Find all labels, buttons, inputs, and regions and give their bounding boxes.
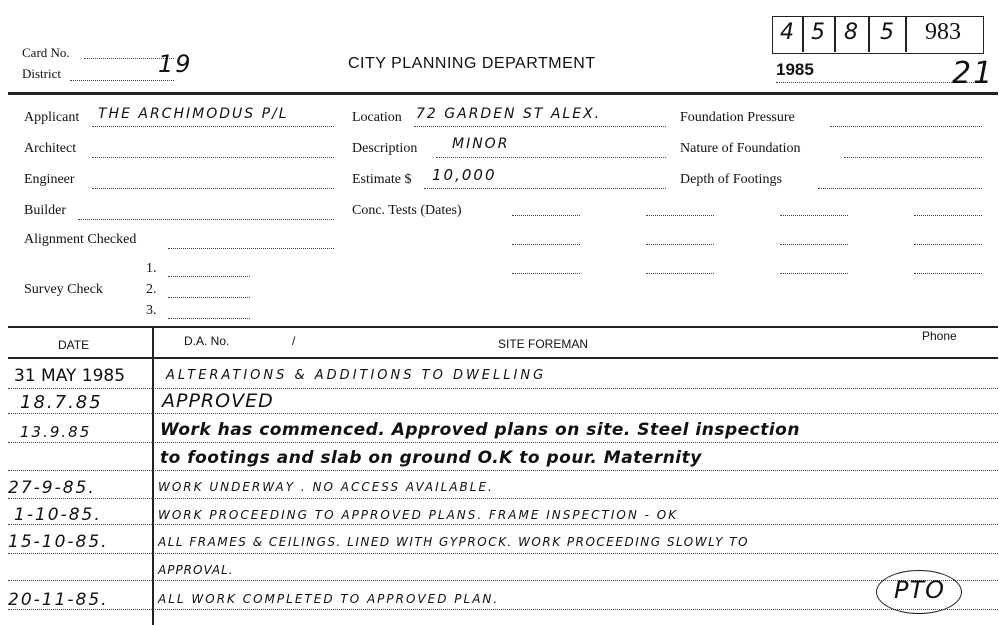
entry-text: to footings and slab on ground O.K to pour. Maternity bbox=[160, 448, 702, 468]
survey-num-3: 3. bbox=[146, 303, 157, 318]
row-rule bbox=[8, 553, 998, 554]
entry-date: 1-10-85. bbox=[14, 505, 102, 525]
estimate-label: Estimate $ bbox=[352, 172, 412, 187]
file-number: 983 bbox=[925, 19, 961, 45]
pto-label: PTO bbox=[894, 576, 946, 604]
conc-line-1b bbox=[646, 215, 714, 216]
col-foreman-header: SITE FOREMAN bbox=[498, 337, 589, 351]
applicant-value: THE ARCHIMODUS P/L bbox=[98, 106, 289, 122]
estimate-line bbox=[424, 188, 666, 189]
entry-date: 31 MAY 1985 bbox=[14, 366, 126, 386]
entry-date: 13.9.85 bbox=[20, 423, 92, 441]
alignment-line bbox=[168, 248, 334, 249]
col-phone-header: Phone bbox=[922, 329, 957, 343]
nature-foundation-line bbox=[844, 157, 982, 158]
entry-text: APPROVAL. bbox=[158, 563, 234, 577]
depth-footings-line bbox=[818, 188, 982, 189]
district-line bbox=[70, 80, 174, 81]
district-label: District bbox=[22, 66, 61, 81]
page-title: CITY PLANNING DEPARTMENT bbox=[348, 55, 596, 72]
survey-line-2 bbox=[168, 297, 250, 298]
location-label: Location bbox=[352, 110, 402, 125]
entry-text: WORK UNDERWAY . NO ACCESS AVAILABLE. bbox=[158, 480, 494, 494]
conc-line-1a bbox=[512, 215, 580, 216]
alignment-label: Alignment Checked bbox=[24, 232, 137, 247]
survey-label: Survey Check bbox=[24, 282, 103, 297]
architect-line bbox=[92, 157, 334, 158]
conc-line-2d bbox=[914, 244, 982, 245]
card-box-divider-4 bbox=[905, 16, 907, 52]
card-digit-2: 5 bbox=[811, 20, 827, 45]
card-digit-1: 4 bbox=[780, 20, 796, 45]
entry-text: ALL WORK COMPLETED TO APPROVED PLAN. bbox=[158, 592, 500, 606]
survey-num-1: 1. bbox=[146, 261, 157, 276]
conc-tests-label: Conc. Tests (Dates) bbox=[352, 203, 462, 218]
survey-line-1 bbox=[168, 276, 250, 277]
entry-text: Work has commenced. Approved plans on site. Steel inspection bbox=[160, 420, 800, 440]
entry-text: WORK PROCEEDING TO APPROVED PLANS. FRAME INSPECTION - OK bbox=[158, 508, 679, 522]
location-line bbox=[414, 126, 666, 127]
conc-line-2c bbox=[780, 244, 848, 245]
year: 1985 bbox=[776, 60, 814, 79]
conc-line-1d bbox=[914, 215, 982, 216]
entry-text: ALL FRAMES & CEILINGS. LINED WITH GYPROCK. WORK PROCEEDING SLOWLY TO bbox=[158, 535, 750, 549]
card-digit-3: 8 bbox=[844, 20, 860, 45]
card-box-divider-1 bbox=[802, 16, 804, 52]
col-slash-header: / bbox=[292, 334, 296, 348]
table-top-rule bbox=[8, 326, 998, 328]
applicant-label: Applicant bbox=[24, 110, 80, 125]
entry-date: 27-9-85. bbox=[8, 478, 96, 498]
col-date-header: DATE bbox=[58, 338, 90, 352]
card-digit-4: 5 bbox=[880, 20, 896, 45]
depth-footings-label: Depth of Footings bbox=[680, 172, 782, 187]
engineer-label: Engineer bbox=[24, 172, 75, 187]
conc-line-3b bbox=[646, 273, 714, 274]
location-value: 72 GARDEN ST ALEX. bbox=[416, 106, 602, 122]
builder-line bbox=[78, 219, 334, 220]
foundation-pressure-line bbox=[830, 126, 982, 127]
entry-date: 18.7.85 bbox=[20, 392, 103, 413]
description-line bbox=[436, 157, 666, 158]
row-rule bbox=[8, 524, 998, 525]
stamp-number: 21 bbox=[952, 56, 995, 91]
conc-line-3a bbox=[512, 273, 580, 274]
card-box-divider-3 bbox=[868, 16, 870, 52]
entry-text: APPROVED bbox=[162, 390, 274, 412]
conc-line-2b bbox=[646, 244, 714, 245]
card-box-divider-2 bbox=[834, 16, 836, 52]
col-da-header: D.A. No. bbox=[184, 334, 230, 348]
row-rule bbox=[8, 470, 998, 471]
card-no-value: 19 bbox=[158, 50, 193, 78]
conc-line-2a bbox=[512, 244, 580, 245]
estimate-value: 10,000 bbox=[432, 166, 497, 184]
conc-line-3c bbox=[780, 273, 848, 274]
row-rule bbox=[8, 498, 998, 499]
card-no-label: Card No. bbox=[22, 45, 70, 60]
entry-date: 20-11-85. bbox=[8, 590, 109, 610]
conc-line-3d bbox=[914, 273, 982, 274]
row-rule bbox=[8, 609, 998, 610]
foundation-pressure-label: Foundation Pressure bbox=[680, 110, 795, 125]
header-rule bbox=[8, 92, 998, 95]
entry-date: 15-10-85. bbox=[8, 532, 109, 552]
table-header-rule bbox=[8, 357, 998, 359]
nature-foundation-label: Nature of Foundation bbox=[680, 141, 801, 156]
row-rule bbox=[8, 413, 998, 414]
engineer-line bbox=[92, 188, 334, 189]
description-value: MINOR bbox=[452, 136, 510, 152]
conc-line-1c bbox=[780, 215, 848, 216]
survey-num-2: 2. bbox=[146, 282, 157, 297]
survey-line-3 bbox=[168, 318, 250, 319]
description-label: Description bbox=[352, 141, 418, 156]
row-rule bbox=[8, 388, 998, 389]
row-rule bbox=[8, 580, 998, 581]
builder-label: Builder bbox=[24, 203, 66, 218]
applicant-line bbox=[92, 126, 334, 127]
architect-label: Architect bbox=[24, 141, 77, 156]
entry-text: ALTERATIONS & ADDITIONS TO DWELLING bbox=[166, 368, 547, 383]
row-rule bbox=[8, 442, 998, 443]
